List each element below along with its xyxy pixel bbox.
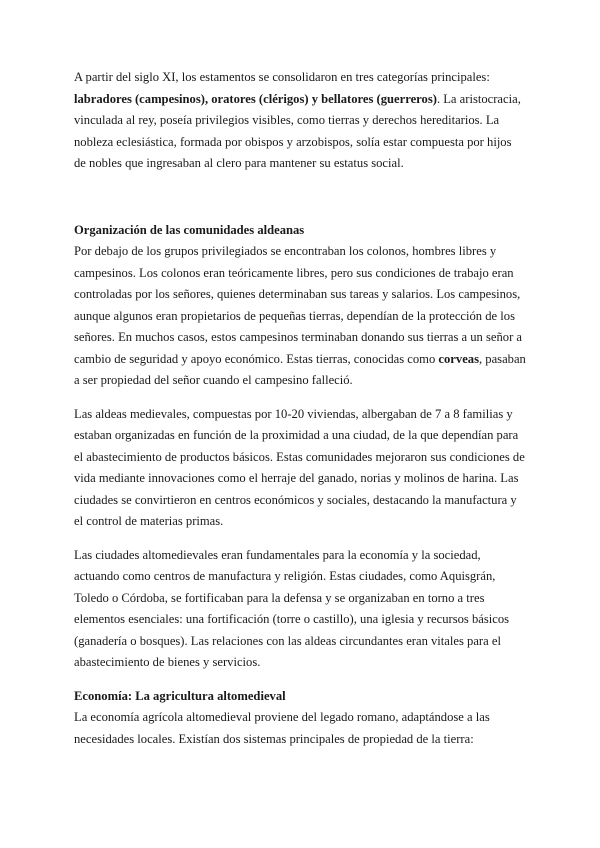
document-page (74, 67, 526, 762)
paragraph-colonos-after: , pasaban a ser propiedad del señor cuando el campesino falleció. (74, 351, 526, 387)
paragraph-ciudades: Las ciudades altomedievales eran fundamentales para la economía y la sociedad, actuando como centros de manufactura y religión. Estas ciudades, como Aquisgrán, Toledo o Córdoba, se fortificaban para la defensa y se organizaban en torno a tres elementos esenciales: una fortificación (torre o castillo), una iglesia y recursos básicos (ganadería o bosques). Las relaciones con las aldeas circundantes eran vitales para el abastecimiento de bienes y servicios. (74, 547, 510, 669)
intro-text-after: . La aristocracia, vinculada al rey, poseía privilegios visibles, como tierras y derechos hereditarios. La nobleza eclesiástica, formada por obispos y arzobispos, solía estar compuesta por hijos de nobles que ingresaban al clero para mantener su estatus social. (74, 91, 521, 170)
section-heading-comunidades: Organización de las comunidades aldeanas (74, 222, 305, 237)
section-heading-economia: Economía: La agricultura altomedieval (74, 688, 286, 703)
intro-text-before: A partir del siglo XI, los estamentos se consolidaron en tres categorías principales: (74, 70, 490, 84)
intro-paragraph (74, 67, 526, 175)
bold-term-corveas: corveas (438, 351, 479, 366)
paragraph-colonos (74, 241, 526, 392)
intro-bold-estamentos: labradores (campesinos), oratores (clérigos) y bellatores (guerreros) (74, 91, 437, 106)
paragraph-colonos-before: Por debajo de los grupos privilegiados se encontraban los colonos, hombres libres y campesinos. Los colonos eran teóricamente libres, pero sus condiciones de trabajo eran controladas por los señores, quienes determinaban sus tareas y salarios. Los campesinos, aunque algunos eran propietarios de pequeñas tierras, dependían de la protección de los señores. En muchos casos, estos campesinos terminaban donando sus tierras a un señor a cambio de seguridad y apoyo económico. Estas tierras, conocidas como (74, 244, 523, 366)
paragraph-economia: La economía agrícola altomedieval proviene del legado romano, adaptándose a las necesidades locales. Existían dos sistemas principales de propiedad de la tierra: (74, 710, 490, 746)
paragraph-aldeas: Las aldeas medievales, compuestas por 10-20 viviendas, albergaban de 7 a 8 familias y estaban organizadas en función de la proximidad a una ciudad, de la que dependían para el abastecimiento de productos básicos. Estas comunidades mejoraron sus condiciones de vida mediante innovaciones como el herraje del ganado, norias y molinos de harina. Las ciudades se convirtieron en centros económicos y sociales, destacando la manufactura y el control de materias primas. (74, 406, 525, 528)
